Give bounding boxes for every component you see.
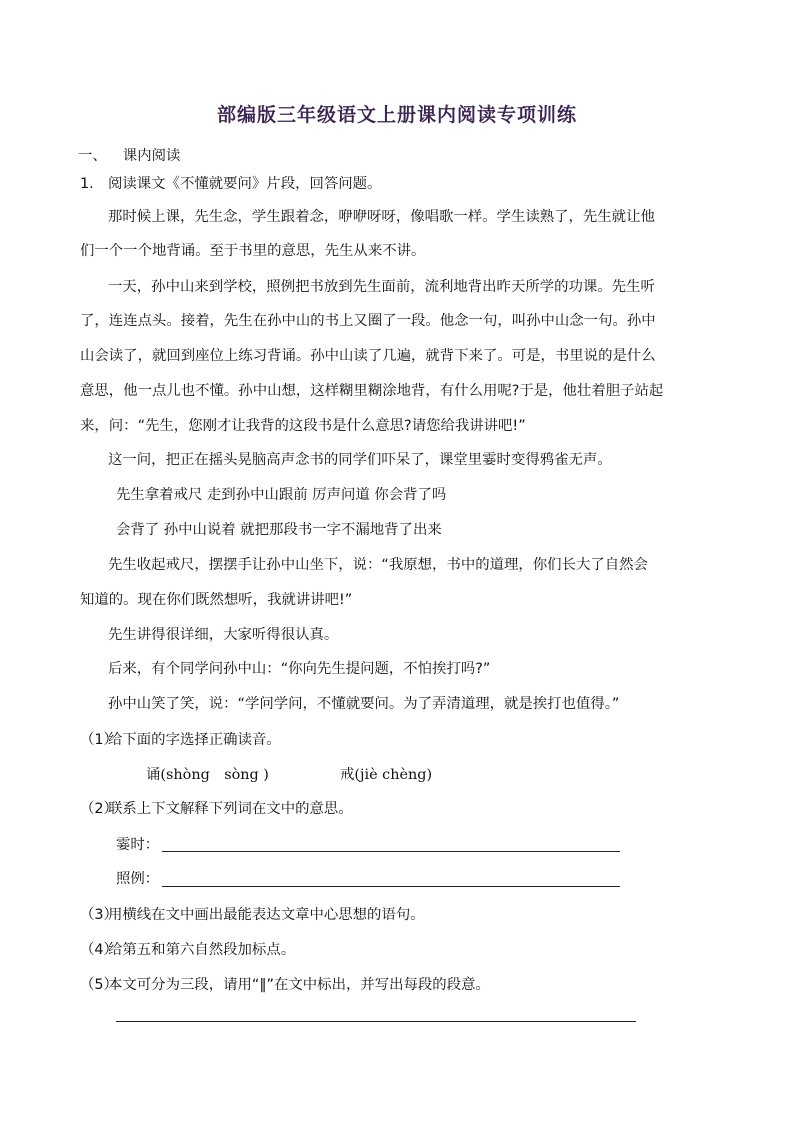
question-1 <box>80 174 381 194</box>
question-1-prompt: 阅读课文《不懂就要问》片段，回答问题。 <box>108 176 382 192</box>
pinyin-options: (jiè chèng) <box>354 767 433 783</box>
sub-question-number: （3） <box>80 907 118 923</box>
passage-line-unpunctuated: 会背了 孙中山说着 就把那段书一字不漏地背了出来 <box>116 522 442 538</box>
vocab-answer-line[interactable] <box>162 886 620 887</box>
section-heading <box>78 146 180 166</box>
passage-line: 了，连连点头。接着，先生在孙中山的书上又圈了一段。他念一句，叫孙中山念一句。孙中 <box>80 313 656 329</box>
pinyin-item-1 <box>146 765 269 785</box>
passage-line-unpunctuated: 先生拿着戒尺 走到孙中山跟前 厉声问道 你会背了吗 <box>116 487 447 503</box>
passage-line: 这一问，把正在摇头晃脑高声念书的同学们吓呆了，课堂里霎时变得鸦雀无声。 <box>108 452 612 468</box>
sub-question-number: （4） <box>80 942 118 958</box>
passage-line: 先生收起戒尺，摆摆手让孙中山坐下，说：“我原想，书中的道理，你们长大了自然会 <box>108 557 648 573</box>
page-title: 部编版三年级语文上册课内阅读专项训练 <box>216 104 577 126</box>
sub-question-1 <box>80 730 281 750</box>
passage-line: 意思，他一点儿也不懂。孙中山想，这样糊里糊涂地背，有什么用呢?于是，他壮着胆子站起 <box>80 383 664 399</box>
sub-question-text: 给第五和第六自然段加标点。 <box>108 942 296 958</box>
pinyin-char: 戒 <box>340 767 355 783</box>
sub-question-text: 用横线在文中画出最能表达文章中心思想的语句。 <box>108 907 425 923</box>
vocab-label: 霎时： <box>116 837 160 853</box>
section-label: 课内阅读 <box>122 148 181 164</box>
vocab-answer-line[interactable] <box>162 851 620 852</box>
question-1-number: 1. <box>80 176 94 192</box>
answer-line[interactable] <box>116 1021 636 1022</box>
passage-line: 那时候上课，先生念，学生跟着念，咿咿呀呀，像唱歌一样。学生读熟了，先生就让他 <box>108 209 655 225</box>
sub-question-2 <box>80 799 353 819</box>
passage-line: 后来，有个同学问孙中山：“你向先生提问题，不怕挨打吗?” <box>108 661 491 677</box>
sub-question-4 <box>80 940 295 960</box>
sub-question-text: 本文可分为三段，请用“‖”在文中标出，并写出每段的段意。 <box>108 977 490 993</box>
passage-line: 孙中山笑了笑，说：“学问学问，不懂就要问。为了弄清道理，就是挨打也值得。” <box>108 696 620 712</box>
vocab-label: 照例： <box>116 871 160 887</box>
sub-question-number: （5） <box>80 977 118 993</box>
pinyin-char: 诵 <box>146 767 161 783</box>
sub-question-text: 给下面的字选择正确读音。 <box>108 732 281 748</box>
passage-line: 知道的。现在你们既然想听，我就讲讲吧!” <box>80 592 353 608</box>
passage-line: 一天，孙中山来到学校，照例把书放到先生面前，流利地背出昨天所学的功课。先生听 <box>108 279 655 295</box>
section-number: 一、 <box>78 148 107 164</box>
sub-question-5 <box>80 975 490 995</box>
passage-line: 来，问：“先生，您刚才让我背的这段书是什么意思?请您给我讲讲吧!” <box>80 418 526 434</box>
pinyin-options: (shòng sòng ) <box>160 767 269 783</box>
pinyin-item-2 <box>340 765 432 785</box>
passage-line: 先生讲得很详细，大家听得很认真。 <box>108 627 339 643</box>
sub-question-number: （1） <box>80 732 118 748</box>
passage-line: 们一个一个地背诵。至于书里的意思，先生从来不讲。 <box>80 243 426 259</box>
sub-question-text: 联系上下文解释下列词在文中的意思。 <box>108 801 353 817</box>
sub-question-number: （2） <box>80 801 118 817</box>
sub-question-3 <box>80 905 425 925</box>
passage-line: 山会读了，就回到座位上练习背诵。孙中山读了几遍，就背下来了。可是，书里说的是什么 <box>80 348 656 364</box>
